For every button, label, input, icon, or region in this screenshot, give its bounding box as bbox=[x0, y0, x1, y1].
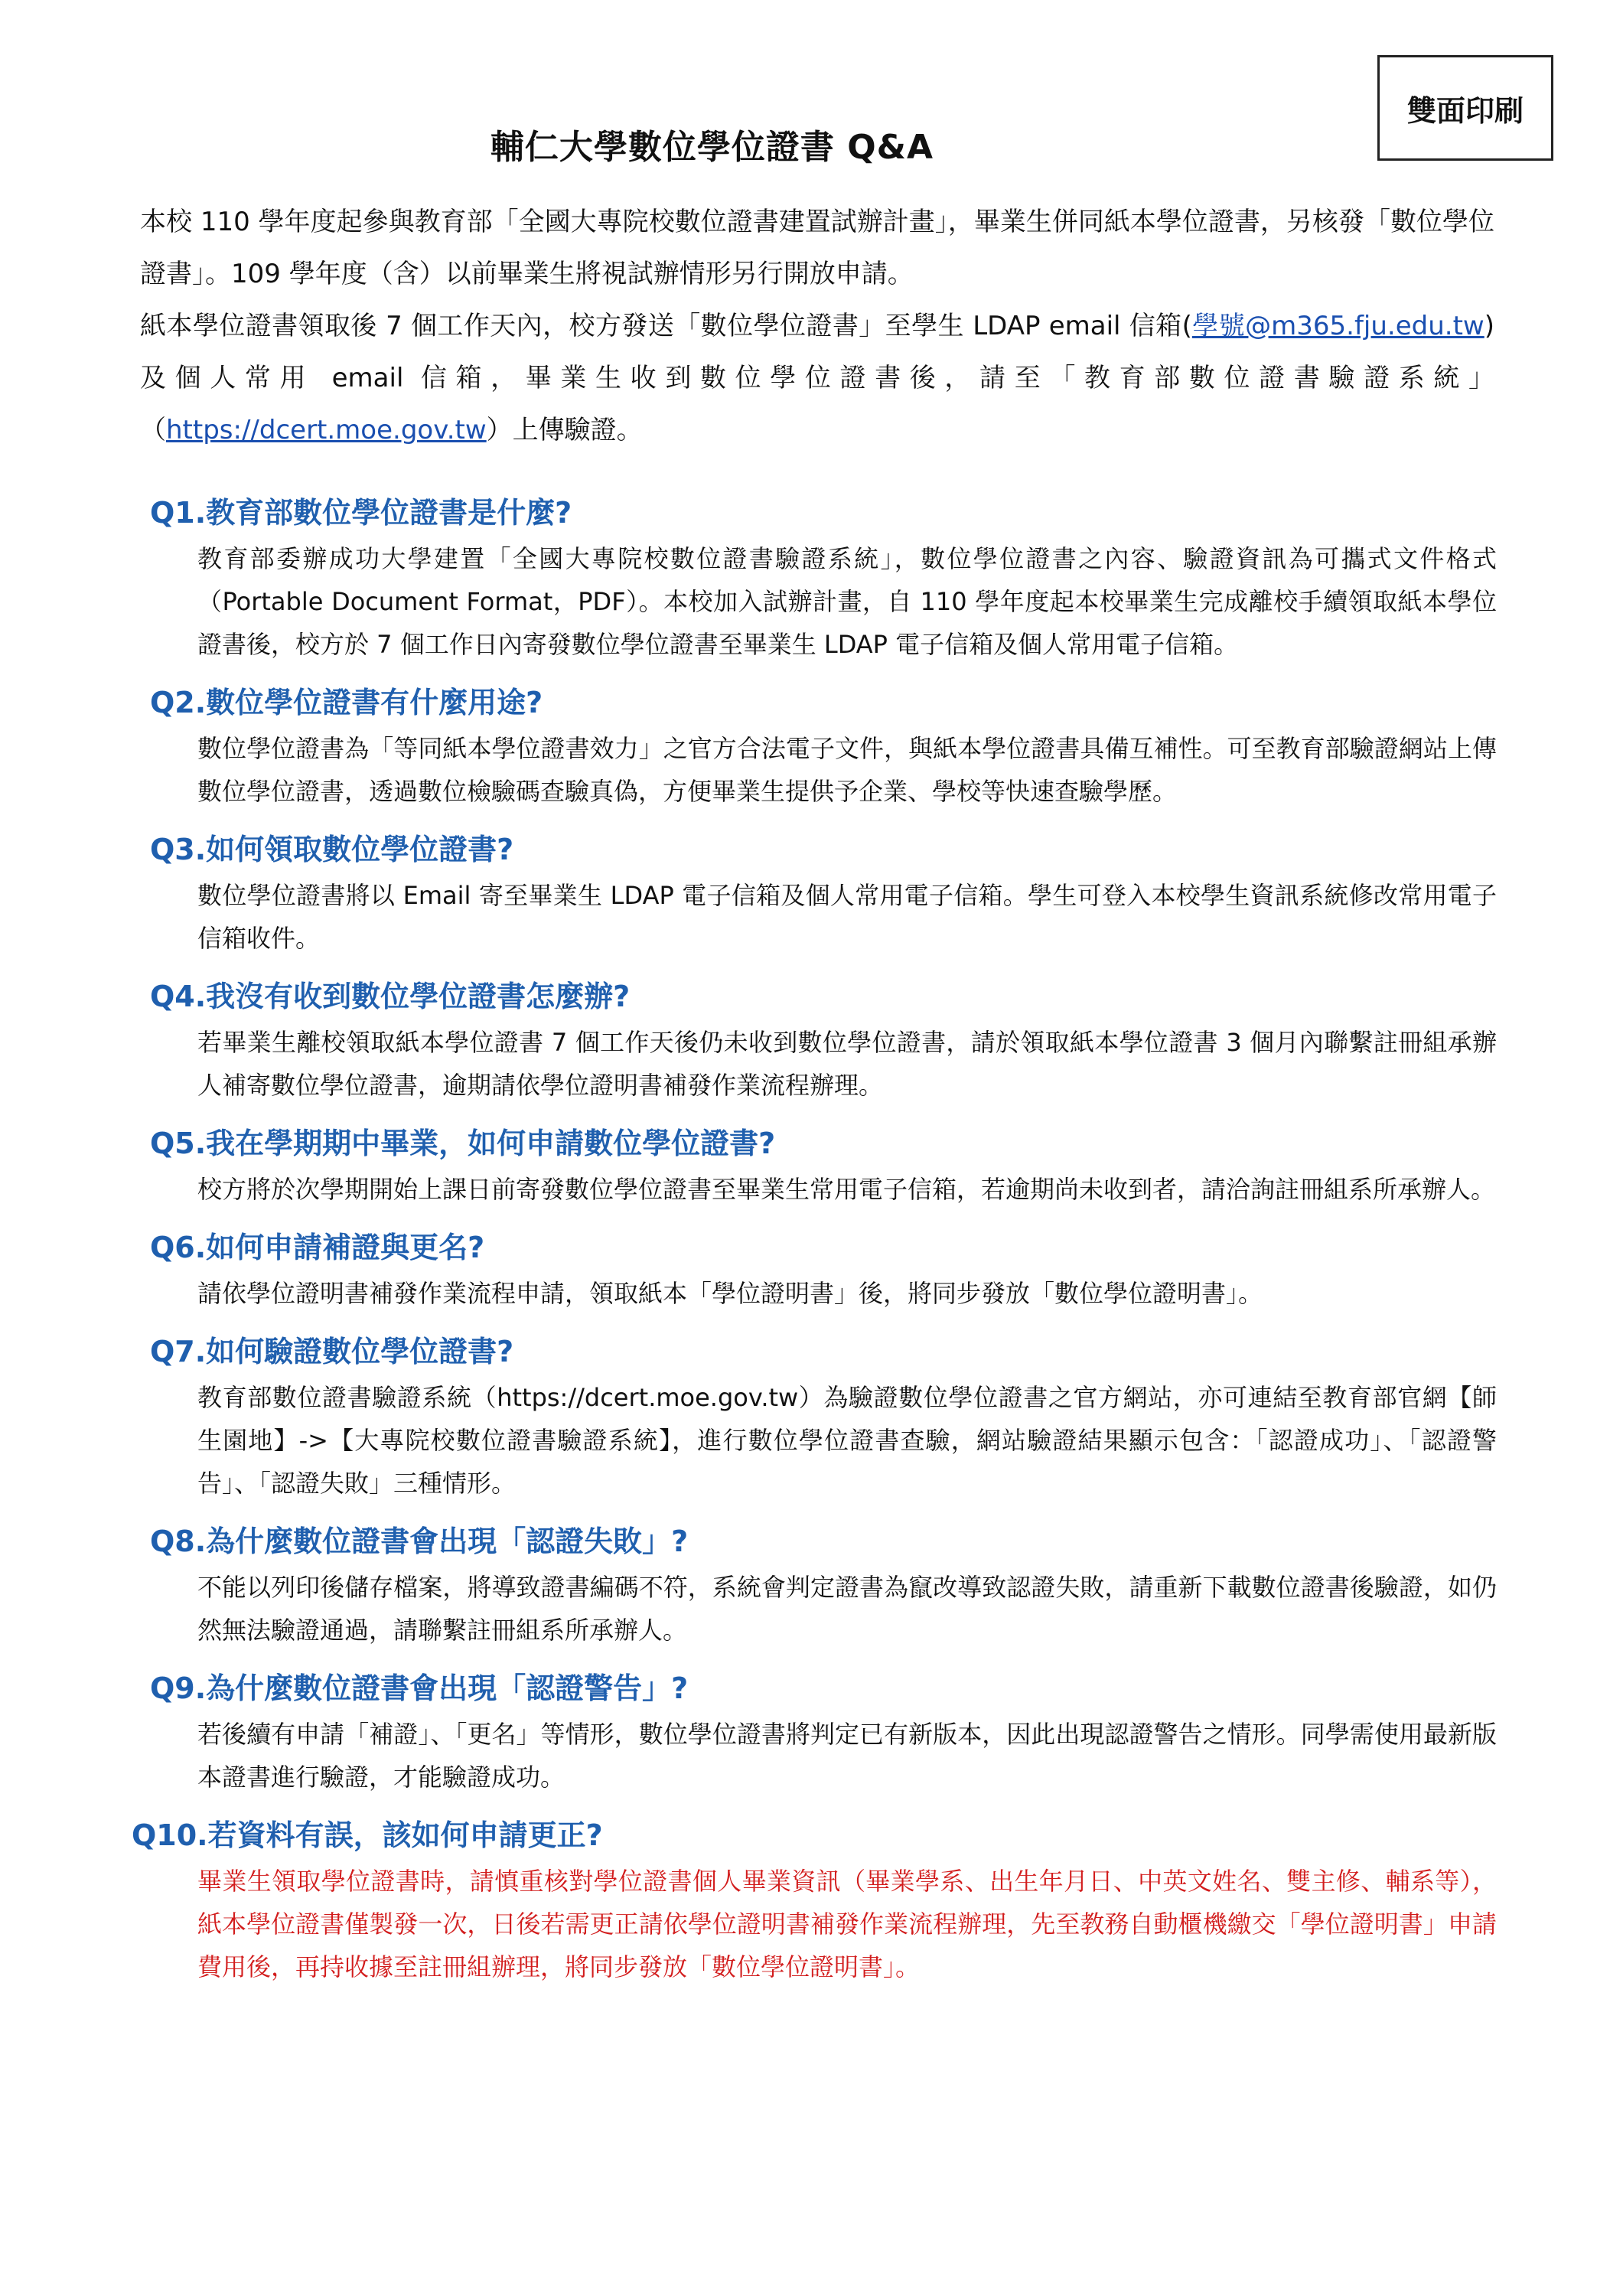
faq-item-9 bbox=[150, 1668, 1497, 1799]
intro-paragraph-1: 本校 110 學年度起參與教育部「全國大專院校數位證書建置試辦計畫」，畢業生併同紙本學位證書，另核發「數位學位證書」。109 學年度（含）以前畢業生將視試辦情形另行開放申請。 bbox=[140, 207, 1494, 289]
faq-answer: 教育部委辦成功大學建置「全國大專院校數位證書驗證系統」，數位學位證書之內容、驗證資訊為可攜式文件格式（Portable Document Format，PDF）。本校加入試辦計畫，自 110 學年度起本校畢業生完成離校手續領取紙本學位證書後，校方於 7 個工作日內寄發數位學位證書至畢業生 LDAP 電子信箱及個人常用電子信箱。 bbox=[197, 544, 1497, 659]
faq-answer: 數位學位證書為「等同紙本學位證書效力」之官方合法電子文件，與紙本學位證書具備互補性。可至教育部驗證網站上傳數位學位證書，透過數位檢驗碼查驗真偽，方便畢業生提供予企業、學校等快速查驗學歷。 bbox=[197, 734, 1497, 806]
faq-question: Q10.若資料有誤，該如何申請更正? bbox=[132, 1818, 603, 1852]
faq-answer: 若後續有申請「補證」、「更名」等情形，數位學位證書將判定已有新版本，因此出現認證警告之情形。同學需使用最新版本證書進行驗證，才能驗證成功。 bbox=[197, 1720, 1497, 1792]
faq-item-6 bbox=[150, 1228, 1497, 1315]
faq-item-8 bbox=[150, 1521, 1497, 1652]
faq-question: Q7.如何驗證數位學位證書? bbox=[150, 1335, 514, 1368]
faq-question: Q1.教育部數位學位證書是什麼? bbox=[150, 496, 572, 530]
faq-question: Q2.數位學位證書有什麼用途? bbox=[150, 686, 543, 719]
faq-question: Q4.我沒有收到數位學位證書怎麼辦? bbox=[150, 980, 631, 1013]
faq-item-7 bbox=[150, 1332, 1497, 1505]
ldap-email-link[interactable]: 學號@m365.fju.edu.tw bbox=[1191, 311, 1484, 341]
faq-answer: 教育部數位證書驗證系統（https://dcert.moe.gov.tw）為驗證數位學位證書之官方網站，亦可連結至教育部官網【師生園地】->【大專院校數位證書驗證系統】，進行數位學位證書查驗，網站驗證結果顯示包含：「認證成功」、「認證警告」、「認證失敗」三種情形。 bbox=[197, 1383, 1497, 1498]
faq-list bbox=[132, 493, 1497, 2005]
faq-question: Q9.為什麼數位證書會出現「認證警告」? bbox=[150, 1671, 689, 1705]
faq-answer: 請依學位證明書補發作業流程申請，領取紙本「學位證明書」後，將同步發放「數位學位證明書」。 bbox=[197, 1279, 1263, 1308]
faq-answer-correction-notice: 畢業生領取學位證書時，請慎重核對學位證書個人畢業資訊（畢業學系、出生年月日、中英文姓名、雙主修、輔系等），紙本學位證書僅製發一次，日後若需更正請依學位證明書補發作業流程辦理，先至教務自動櫃機繳交「學位證明書」申請費用後，再持收據至註冊組辦理，將同步發放「數位學位證明書」。 bbox=[197, 1867, 1497, 1981]
faq-item-10 bbox=[132, 1815, 1497, 1988]
faq-item-5 bbox=[150, 1124, 1497, 1211]
faq-question: Q3.如何領取數位學位證書? bbox=[150, 833, 514, 866]
faq-answer: 數位學位證書將以 Email 寄至畢業生 LDAP 電子信箱及個人常用電子信箱。學生可登入本校學生資訊系統修改常用電子信箱收件。 bbox=[197, 881, 1497, 953]
page-title: 輔仁大學數位學位證書 Q&A bbox=[490, 128, 934, 167]
faq-item-1 bbox=[150, 493, 1497, 666]
intro-text-end: ）上傳驗證。 bbox=[486, 415, 643, 445]
faq-answer: 校方將於次學期開始上課日前寄發數位學位證書至畢業生常用電子信箱，若逾期尚未收到者，請洽詢註冊組系所承辦人。 bbox=[197, 1175, 1496, 1204]
faq-answer: 若畢業生離校領取紙本學位證書 7 個工作天後仍未收到數位學位證書，請於領取紙本學位證書 3 個月內聯繫註冊組承辦人補寄數位學位證書，逾期請依學位證明書補發作業流程辦理。 bbox=[197, 1028, 1497, 1100]
faq-question: Q8.為什麼數位證書會出現「認證失敗」? bbox=[150, 1525, 689, 1558]
faq-item-3 bbox=[150, 830, 1497, 960]
faq-answer: 不能以列印後儲存檔案，將導致證書編碼不符，系統會判定證書為竄改導致認證失敗，請重新下載數位證書後驗證，如仍然無法驗證通過，請聯繫註冊組系所承辦人。 bbox=[197, 1573, 1497, 1645]
intro-text-after-email: )及個人常用 email 信箱，畢業生收到數位學位證書後，請至「教育部數位證書驗證系統」（ bbox=[140, 311, 1494, 445]
faq-question: Q6.如何申請補證與更名? bbox=[150, 1231, 485, 1264]
faq-question: Q5.我在學期期中畢業，如何申請數位學位證書? bbox=[150, 1127, 776, 1160]
duplex-print-label: 雙面印刷 bbox=[1406, 93, 1524, 128]
faq-item-2 bbox=[150, 683, 1497, 813]
intro-section bbox=[140, 196, 1494, 456]
faq-item-4 bbox=[150, 977, 1497, 1107]
dcert-url-link[interactable]: https://dcert.moe.gov.tw bbox=[166, 415, 487, 445]
intro-text-before-email: 紙本學位證書領取後 7 個工作天內，校方發送「數位學位證書」至學生 LDAP email 信箱( bbox=[140, 311, 1192, 341]
intro-paragraph-2 bbox=[140, 300, 1494, 456]
